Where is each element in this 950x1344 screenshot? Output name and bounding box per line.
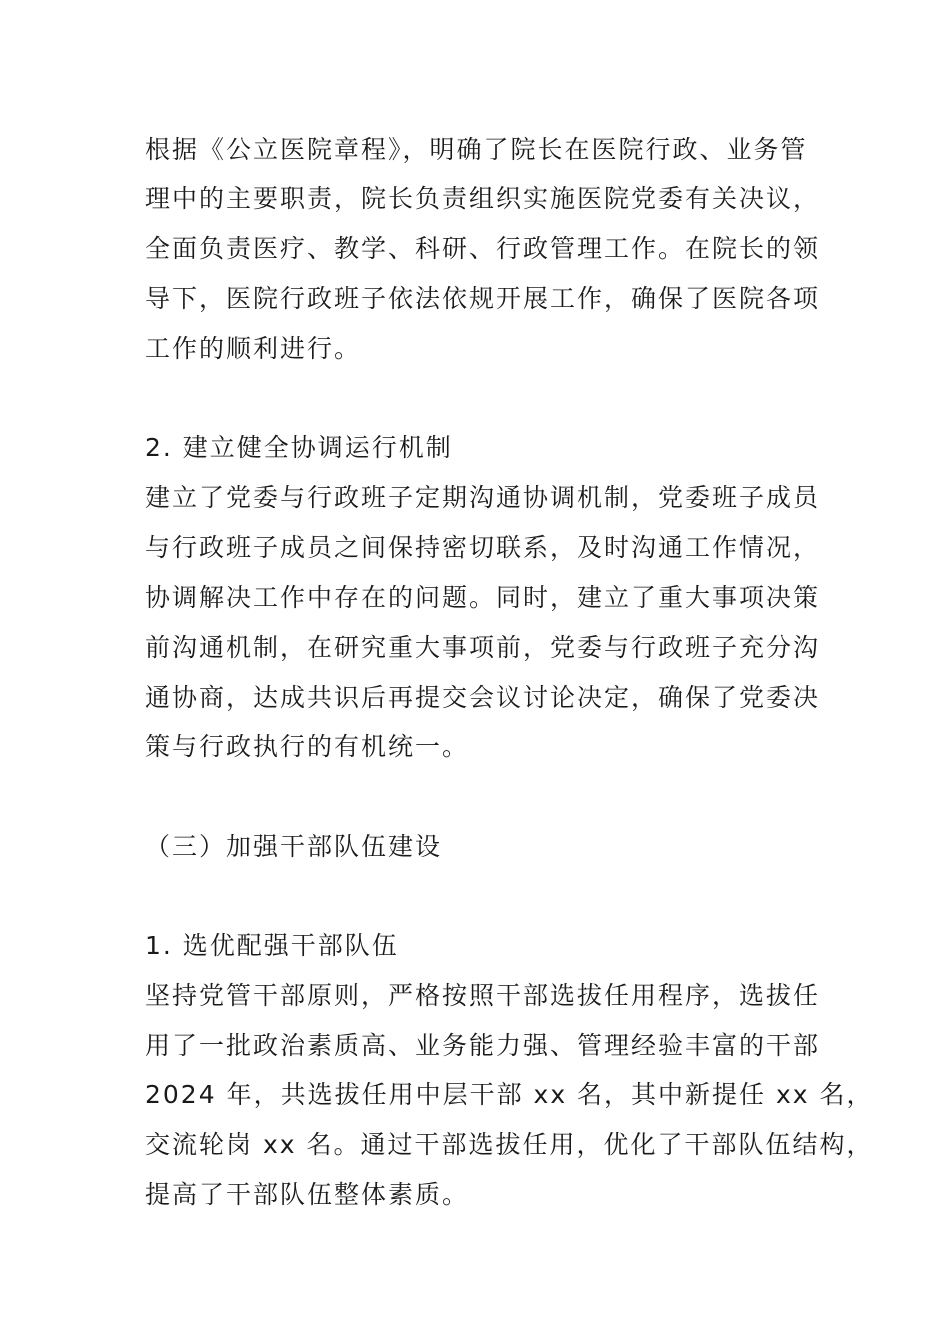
para1-line-3: 全面负责医疗、教学、科研、行政管理工作。在院长的领 bbox=[145, 234, 821, 263]
para1-line-5: 工作的顺利进行。 bbox=[145, 334, 362, 363]
para2-line-4: 前沟通机制，在研究重大事项前，党委与行政班子充分沟 bbox=[145, 633, 821, 662]
para2-line-6: 策与行政执行的有机统一。 bbox=[145, 732, 470, 761]
para1-line-4: 导下，医院行政班子依法依规开展工作，确保了医院各项 bbox=[145, 284, 821, 313]
para3-line-2: 用了一批政治素质高、业务能力强、管理经验丰富的干部 bbox=[145, 1031, 821, 1060]
para3-line-4: 交流轮岗 xx 名。通过干部选拔任用，优化了干部队伍结构， bbox=[145, 1130, 874, 1159]
section-heading-cadre-team: （三）加强干部队伍建设 bbox=[145, 832, 443, 861]
para3-line-5: 提高了干部队伍整体素质。 bbox=[145, 1180, 470, 1209]
para2-line-3: 协调解决工作中存在的问题。同时，建立了重大事项决策 bbox=[145, 583, 821, 612]
para1-line-1: 根据《公立医院章程》，明确了院长在医院行政、业务管 bbox=[145, 135, 808, 164]
para2-line-1: 建立了党委与行政班子定期沟通协调机制，党委班子成员 bbox=[145, 483, 821, 512]
para2-line-5: 通协商，达成共识后再提交会议讨论决定，确保了党委决 bbox=[145, 683, 821, 712]
para3-line-1: 坚持党管干部原则，严格按照干部选拔任用程序，选拔任 bbox=[145, 981, 821, 1010]
para1-line-2: 理中的主要职责，院长负责组织实施医院党委有关决议， bbox=[145, 184, 821, 213]
para3-line-3: 2024 年，共选拔任用中层干部 xx 名，其中新提任 xx 名， bbox=[145, 1080, 874, 1109]
heading-select-cadres: 1. 选优配强干部队伍 bbox=[145, 931, 399, 960]
heading-coordination-mechanism: 2. 建立健全协调运行机制 bbox=[145, 433, 453, 462]
para2-line-2: 与行政班子成员之间保持密切联系，及时沟通工作情况， bbox=[145, 533, 821, 562]
